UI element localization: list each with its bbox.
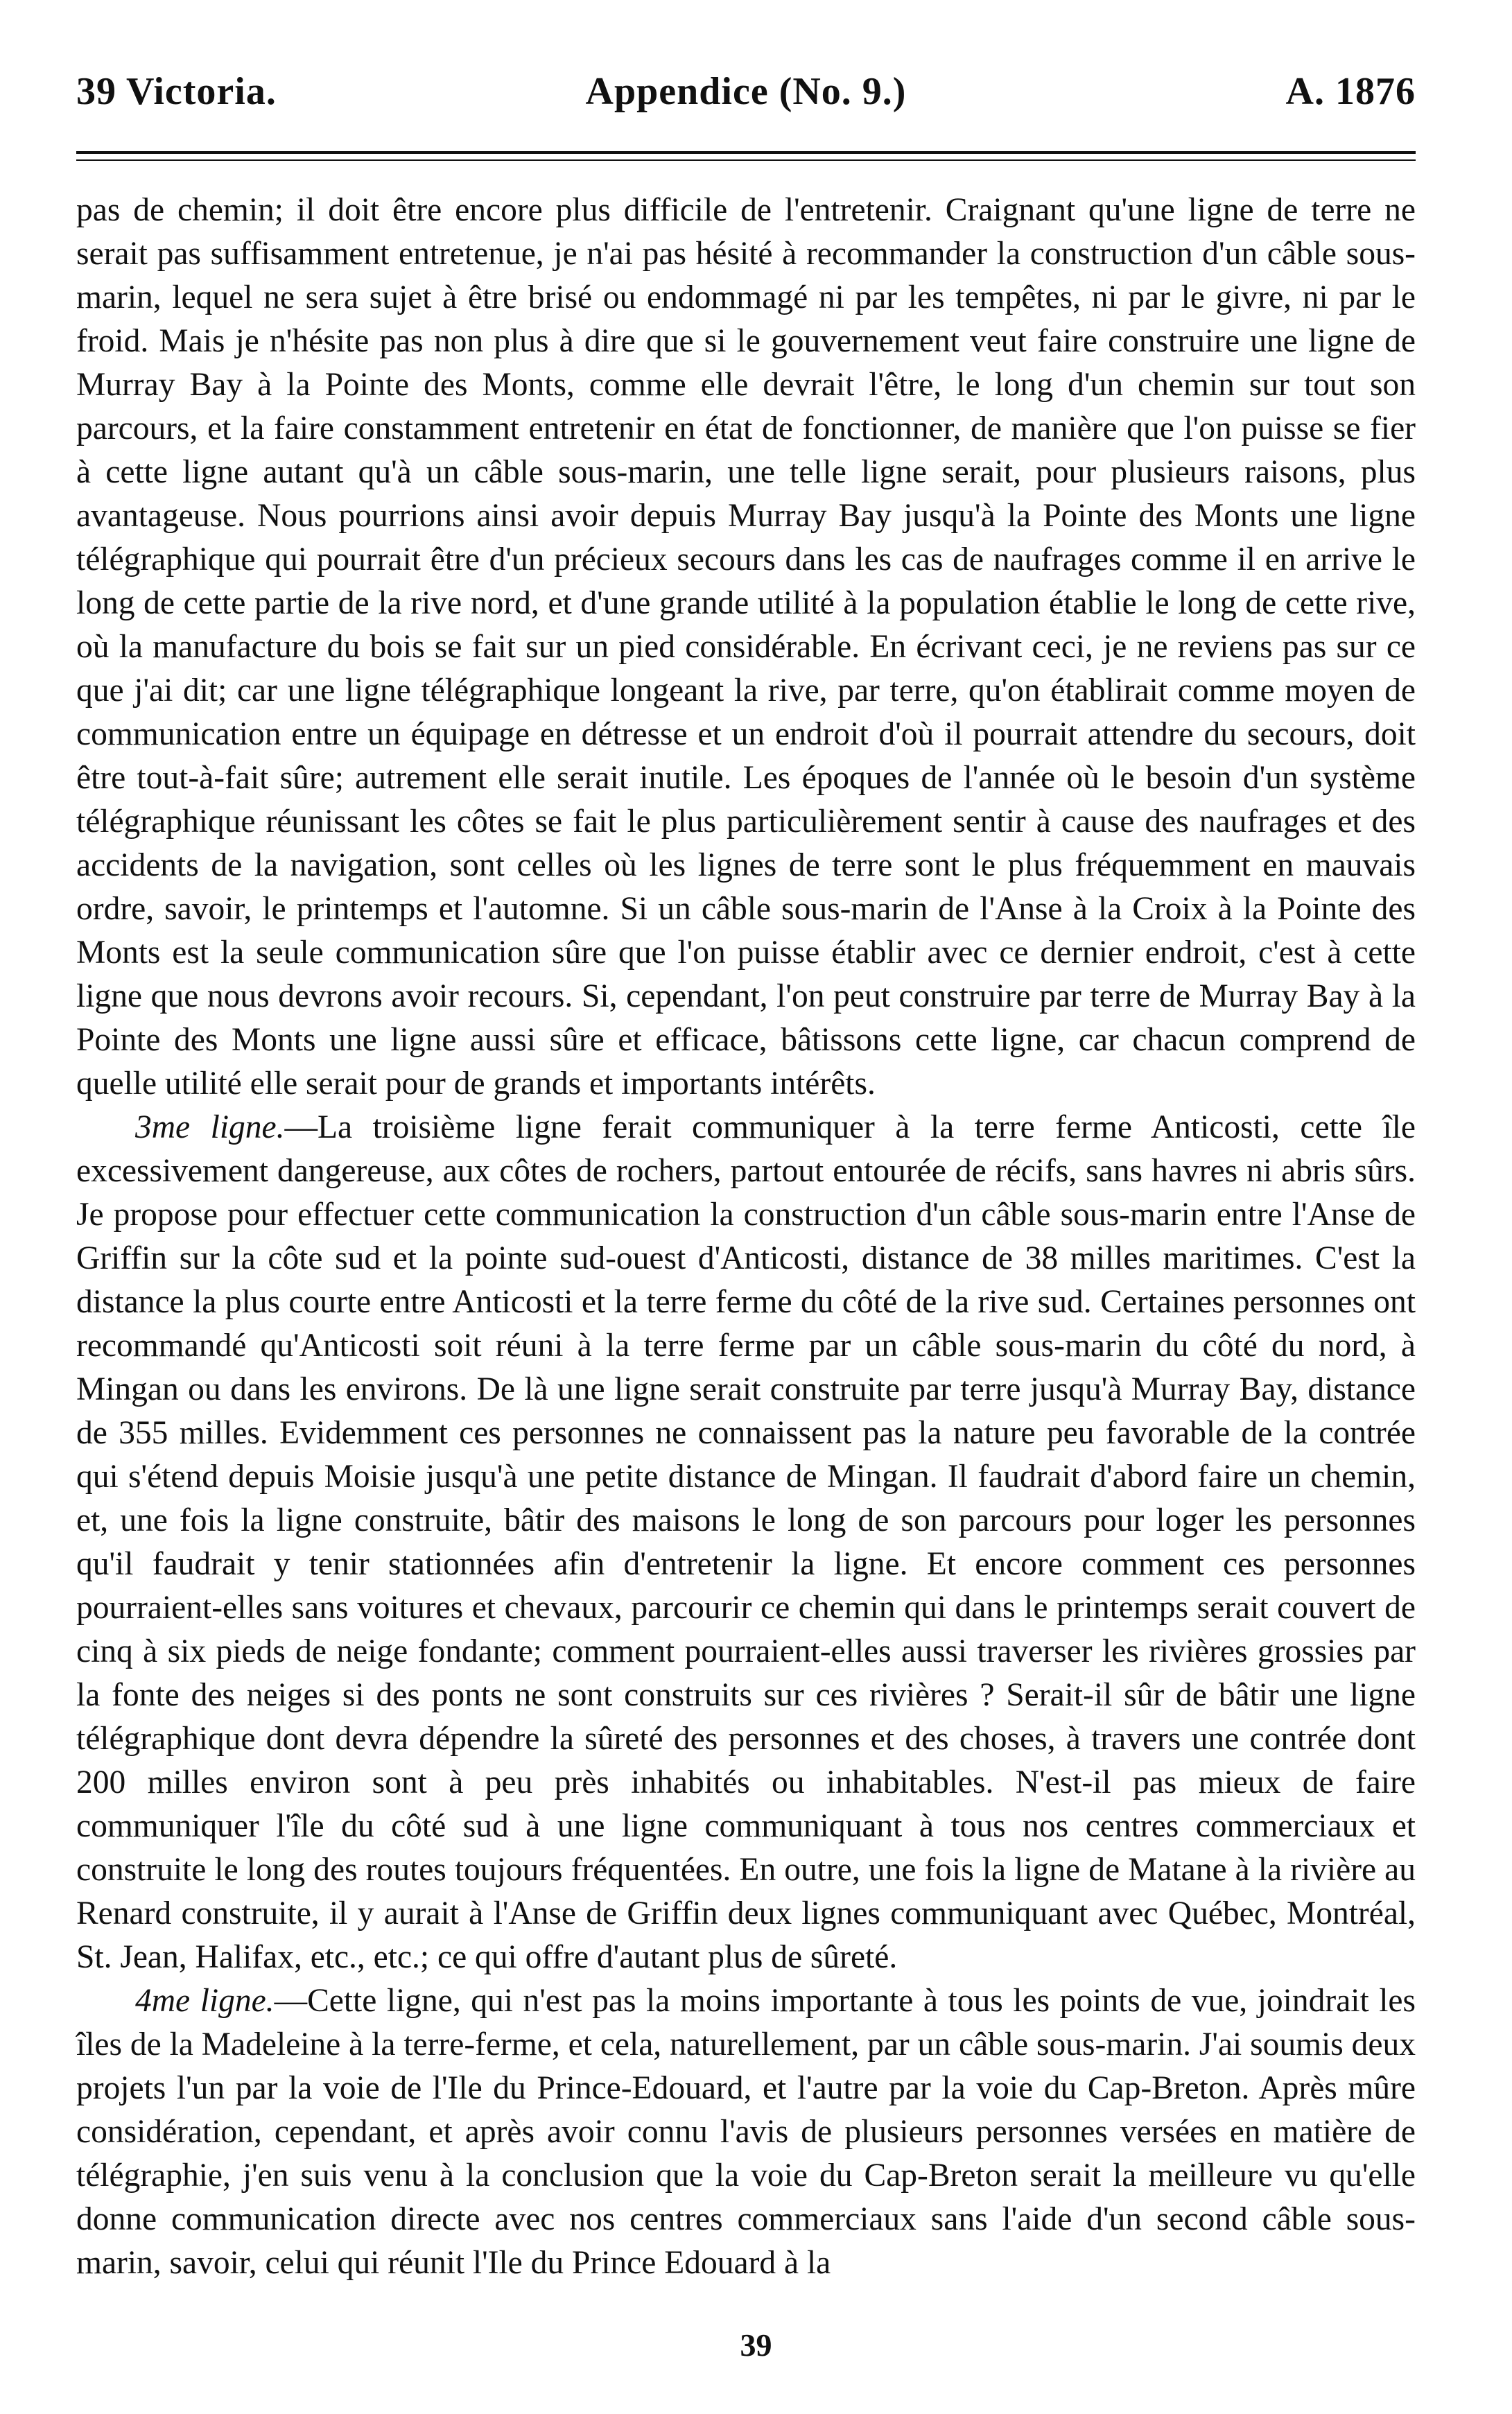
section-label: 4me ligne.	[135, 1983, 275, 2019]
section-label: 3me ligne.	[135, 1109, 285, 1145]
body-text	[76, 189, 1416, 2285]
paragraph-text: —La troisième ligne ferait communiquer à la terre ferme Anticosti, cette île excessivement dangereuse, aux côtes de rochers, partout entourée de récifs, sans havres ni abris sûrs. Je propose pour effectuer cette communication la construction d'un câble sous-marin entre l'Anse de Griffin sur la côte sud et la pointe sud-ouest d'Anticosti, distance de 38 milles maritimes. C'est la distance la plus courte entre Anticosti et la terre ferme du côté de la rive sud. Certaines personnes ont recommandé qu'Anticosti soit réuni à la terre ferme par un câble sous-marin du côté du nord, à Mingan ou dans les environs. De là une ligne serait construite par terre jusqu'à Murray Bay, distance de 355 milles. Evidemment ces personnes ne connaissent pas la nature peu favorable de la contrée qui s'étend depuis Moisie jusqu'à une petite distance de Mingan. Il faudrait d'abord faire un chemin, et, une fois la ligne construite, bâtir des maisons le long de son parcours pour loger les personnes qu'il faudrait y tenir stationnées afin d'entretenir la ligne. Et encore comment ces personnes pourraient-elles sans voitures et chevaux, parcourir ce chemin qui dans le printemps serait couvert de cinq à six pieds de neige fondante; comment pourraient-elles aussi traverser les rivières grossies par la fonte des neiges si des ponts ne sont construits sur ces rivières ? Serait-il sûr de bâtir une ligne télégraphique dont devra dépendre la sûreté des personnes et des choses, à travers une contrée dont 200 milles environ sont à peu près inhabités ou inhabitables. N'est-il pas mieux de faire communiquer l'île du côté sud à une ligne communiquant à tous nos centres commerciaux et construite le long des routes toujours fréquentées. En outre, une fois la ligne de Matane à la rivière au Renard construite, il y aurait à l'Anse de Griffin deux lignes communiquant avec Québec, Montréal, St. Jean, Halifax, etc., etc.; ce qui offre d'autant plus de sûreté.	[76, 1109, 1416, 1975]
header-rule-thick	[76, 151, 1416, 154]
header-session: 39 Victoria.	[76, 70, 277, 113]
paragraph-text: pas de chemin; il doit être encore plus difficile de l'entretenir. Craignant qu'une ligne de terre ne serait pas suffisamment entretenue, je n'ai pas hésité à recommander la construction d'un câble sous-marin, lequel ne sera sujet à être brisé ou endommagé ni par les tempêtes, ni par le givre, ni par le froid. Mais je n'hésite pas non plus à dire que si le gouvernement veut faire construire une ligne de Murray Bay à la Pointe des Monts, comme elle devrait l'être, le long d'un chemin sur tout son parcours, et la faire constamment entretenir en état de fonctionner, de manière que l'on puisse se fier à cette ligne autant qu'à un câble sous-marin, une telle ligne serait, pour plusieurs raisons, plus avantageuse. Nous pourrions ainsi avoir depuis Murray Bay jusqu'à la Pointe des Monts une ligne télégraphique qui pourrait être d'un précieux secours dans les cas de naufrages comme il en arrive le long de cette partie de la rive nord, et d'une grande utilité à la population établie le long de cette rive, où la manufacture du bois se fait sur un pied considérable. En écrivant ceci, je ne reviens pas sur ce que j'ai dit; car une ligne télégraphique longeant la rive, par terre, qu'on établirait comme moyen de communication entre un équipage en détresse et un endroit d'où il pourrait attendre du secours, doit être tout-à-fait sûre; autrement elle serait inutile. Les époques de l'année où le besoin d'un système télégraphique réunissant les côtes se fait le plus particulièrement sentir à cause des naufrages et des accidents de la navigation, sont celles où les lignes de terre sont le plus fréquemment en mauvais ordre, savoir, le printemps et l'automne. Si un câble sous-marin de l'Anse à la Croix à la Pointe des Monts est la seule communication sûre que l'on puisse établir avec ce dernier endroit, c'est à cette ligne que nous devrons avoir recours. Si, cependant, l'on peut construire par terre de Murray Bay à la Pointe des Monts une ligne aussi sûre et efficace, bâtissons cette ligne, car chacun comprend de quelle utilité elle serait pour de grands et importants intérêts.	[76, 192, 1416, 1102]
header-appendix: Appendice (No. 9.)	[585, 70, 907, 113]
page-number: 39	[740, 2327, 772, 2363]
paragraph-fourth-line	[76, 1979, 1416, 2285]
paragraph-text: —Cette ligne, qui n'est pas la moins importante à tous les points de vue, joindrait les îles de la Madeleine à la terre-ferme, et cela, naturellement, par un câble sous-marin. J'ai soumis deux projets l'un par la voie de l'Ile du Prince-Edouard, et l'autre par la voie du Cap-Breton. Après mûre considération, cependant, et après avoir connu l'avis de plusieurs personnes versées en matière de télégraphie, j'en suis venu à la conclusion que la voie du Cap-Breton serait la meilleure vu qu'elle donne communication directe avec nos centres commerciaux sans l'aide d'un second câble sous-marin, savoir, celui qui réunit l'Ile du Prince Edouard à la	[76, 1983, 1416, 2281]
paragraph-continuation	[76, 189, 1416, 1106]
header-year: A. 1876	[1285, 70, 1416, 113]
paragraph-third-line	[76, 1106, 1416, 1979]
header-rule-thin	[76, 159, 1416, 161]
running-header	[76, 69, 1416, 125]
